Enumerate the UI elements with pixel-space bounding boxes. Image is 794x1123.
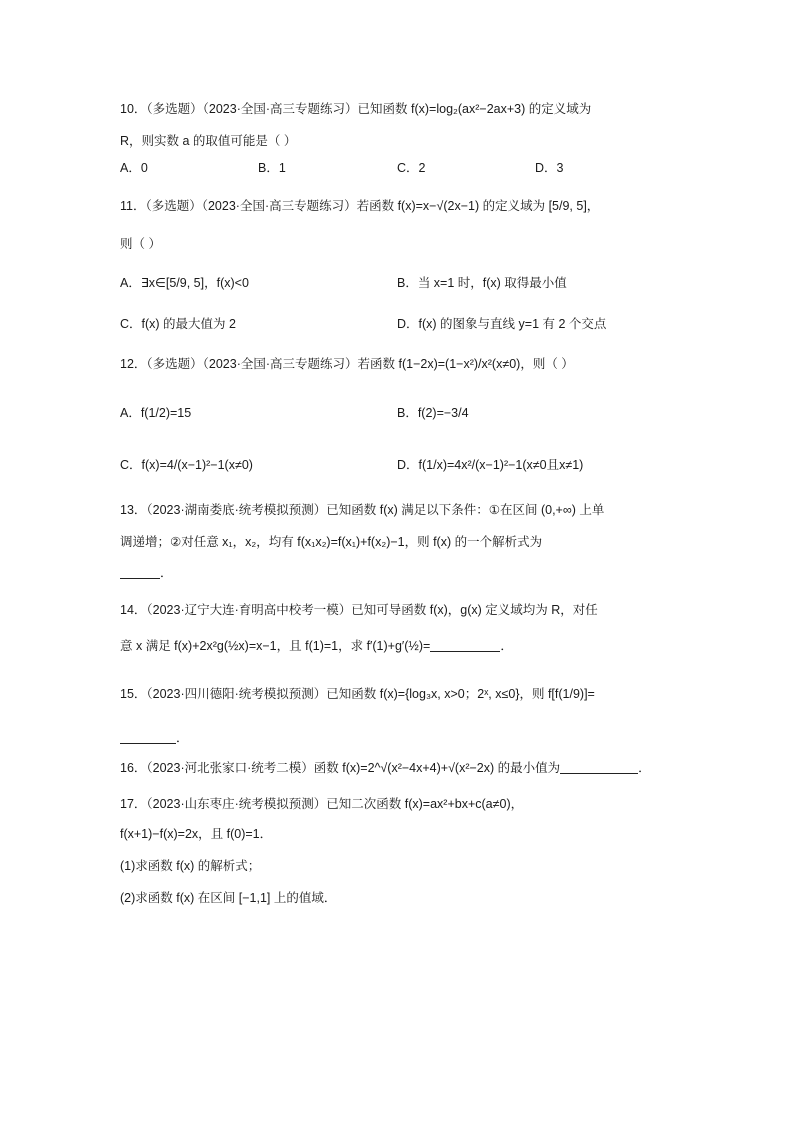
- q10-option-b: B．1: [258, 161, 286, 175]
- q17-stem-cont: f(x+1)−f(x)=2x，且 f(0)=1．: [120, 827, 273, 841]
- q17-part-2: (2)求函数 f(x) 在区间 [−1,1] 上的值域．: [120, 891, 337, 905]
- q16-answer-blank[interactable]: [560, 759, 638, 774]
- q15-stem: 15．（2023·四川德阳·统考模拟预测）已知函数 f(x)={log₃x, x>0；2ˣ, x≤0}，则 f[f(1/9)]=: [120, 687, 595, 701]
- q13-stem: 13．（2023·湖南娄底·统考模拟预测）已知函数 f(x) 满足以下条件：①在区间 (0,+∞) 上单: [120, 503, 605, 517]
- q10-option-c: C．2: [397, 161, 426, 175]
- q10-stem: 10．（多选题）（2023·全国·高三专题练习）已知函数 f(x)=log₂(ax²−2ax+3) 的定义域为: [120, 102, 592, 116]
- q14-stem-cont: [120, 636, 680, 656]
- q13-answer-line: [120, 563, 680, 583]
- q10-option-a: A．0: [120, 161, 148, 175]
- q11-stem-cont: 则（ ）: [120, 237, 161, 251]
- q14-stem-text: 意 x 满足 f(x)+2x²g(½x)=x−1，且 f(1)=1，求 f′(1)+g′(½)=: [120, 639, 431, 653]
- q11-option-c: C．f(x) 的最大值为 2: [120, 317, 236, 331]
- q14-answer-blank[interactable]: [430, 637, 500, 652]
- q12-option-d: D．f(1/x)=4x²/(x−1)²−1(x≠0且x≠1): [397, 458, 584, 472]
- q11-option-a: A．∃x∈[5/9, 5]，f(x)<0: [120, 276, 249, 290]
- q10-stem-cont: R，则实数 a 的取值可能是（ ）: [120, 134, 297, 148]
- q15-answer-line: [120, 728, 680, 748]
- q13-stem-cont: 调递增；②对任意 x₁，x₂，均有 f(x₁x₂)=f(x₁)+f(x₂)−1，则 f(x) 的一个解析式为: [120, 535, 543, 549]
- q16-stem: 16．（2023·河北张家口·统考二模）函数 f(x)=2^√(x²−4x+4)+√(x²−2x) 的最小值为: [120, 761, 561, 775]
- q12-stem: 12．（多选题）（2023·全国·高三专题练习）若函数 f(1−2x)=(1−x²)/x²(x≠0)，则（ ）: [120, 357, 574, 371]
- q13-answer-blank[interactable]: [120, 564, 160, 579]
- q16-stem-line: [120, 758, 680, 778]
- q11-option-d: D．f(x) 的图象与直线 y=1 有 2 个交点: [397, 317, 607, 331]
- q12-option-a: A．f(1/2)=15: [120, 406, 192, 420]
- q11-option-b: B．当 x=1 时，f(x) 取得最小值: [397, 276, 567, 290]
- q17-stem: 17．（2023·山东枣庄·统考模拟预测）已知二次函数 f(x)=ax²+bx+c(a≠0)，: [120, 797, 524, 811]
- q10-option-d: D．3: [535, 161, 564, 175]
- q15-answer-blank[interactable]: [120, 729, 176, 744]
- q15-period: ．: [176, 731, 189, 745]
- q11-stem: 11．（多选题）（2023·全国·高三专题练习）若函数 f(x)=x−√(2x−1) 的定义域为 [5/9, 5]，: [120, 199, 600, 213]
- q12-option-c: C．f(x)=4/(x−1)²−1(x≠0): [120, 458, 253, 472]
- q17-part-1: (1)求函数 f(x) 的解析式；: [120, 859, 261, 873]
- q12-option-b: B．f(2)=−3/4: [397, 406, 469, 420]
- q16-period: ．: [638, 761, 651, 775]
- q14-period: ．: [500, 639, 513, 653]
- q13-period: ．: [160, 566, 173, 580]
- q14-stem: 14．（2023·辽宁大连·育明高中校考一模）已知可导函数 f(x)，g(x) 定义域均为 R，对任: [120, 603, 598, 617]
